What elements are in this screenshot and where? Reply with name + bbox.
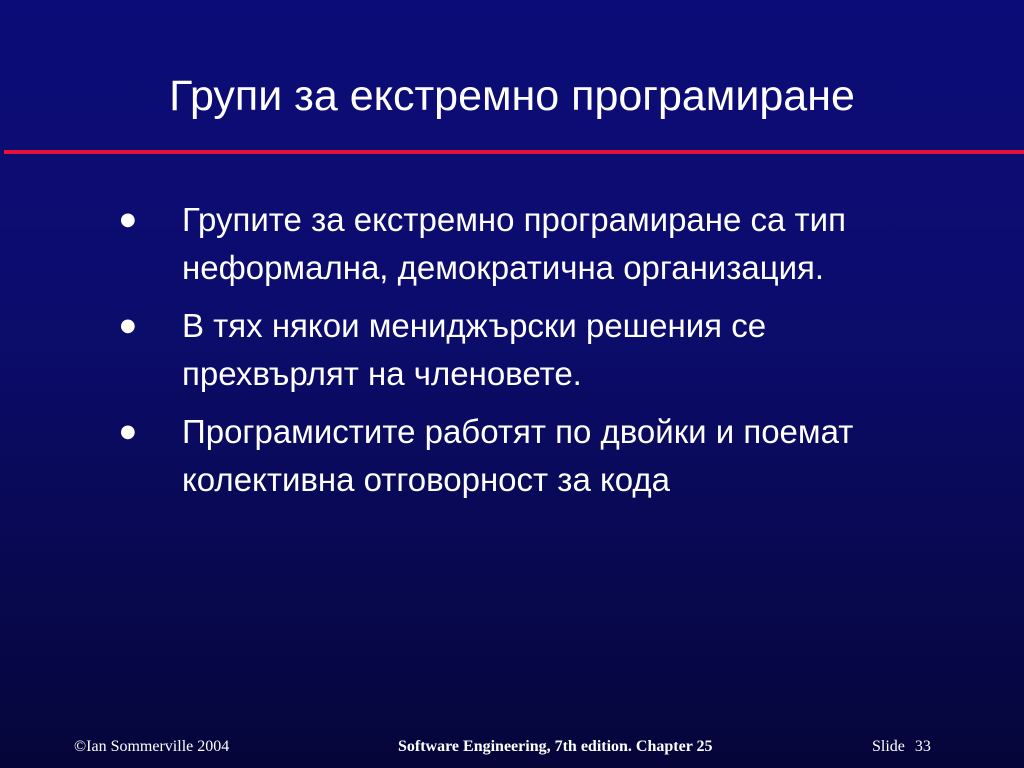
footer-book-title: Software Engineering, 7th edition. Chapter 25 (398, 738, 713, 755)
footer-slide-number: 33 (914, 738, 931, 755)
slide-title: Групи за екстремно програмиране (169, 72, 855, 120)
bullet-item (116, 196, 936, 292)
slide-footer (0, 738, 1024, 758)
footer-copyright: ©Ian Sommerville 2004 (74, 738, 230, 755)
bullet-dot-icon: ● (120, 421, 136, 442)
bullet-list (116, 196, 936, 514)
bullet-dot-icon: ● (120, 315, 136, 336)
bullet-item (116, 302, 936, 398)
footer-slide-indicator (872, 738, 931, 756)
bullet-text: В тях някои мениджърски решения се прехвърлят на членовете. (182, 307, 767, 392)
bullet-text: Групите за екстремно програмиране са тип неформална, демократична организация. (182, 201, 846, 286)
footer-slide-label: Slide (872, 738, 905, 755)
bullet-item (116, 408, 936, 504)
title-divider (4, 150, 1024, 154)
bullet-dot-icon: ● (120, 209, 136, 230)
bullet-text: Програмистите работят по двойки и поемат колективна отговорност за кода (182, 413, 854, 498)
